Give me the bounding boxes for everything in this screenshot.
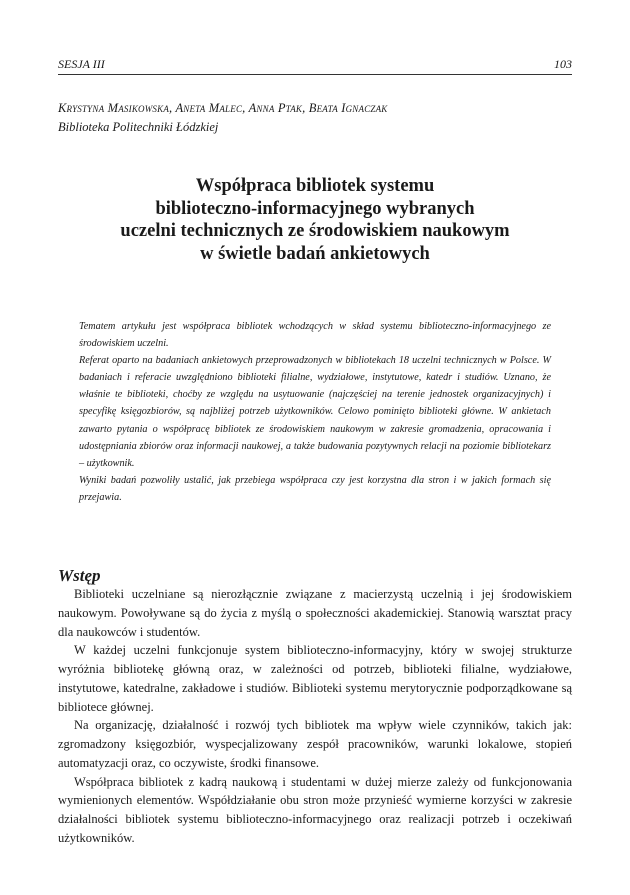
author-affiliation: Biblioteka Politechniki Łódzkiej bbox=[58, 120, 219, 134]
abstract-paragraph: Referat oparto na badaniach ankietowych przeprowadzonych w bibliotekach 18 uczelni technicznych w Polsce. W badaniach i referacie uwzględniono biblioteki filialne, wydziałowe, instytutowe, katedr i studiów. Uznano, że właśnie te biblioteki, choćby ze względu na usytuowanie (najczęściej na terenie jednostek organizacyjnych) i specyfikę księgozbiorów, są najbliżej potrzeb użytkowników. Celowo pominięto biblioteki główne. W ankietach zawarto pytania o współpracę bibliotek ze środowiskiem naukowym w zakresie gromadzenia, opracowania i udostępniania zbiorów oraz informacji naukowej, a także budowania pozytywnych relacji na poziomie bibliotekarz – użytkownik. bbox=[79, 355, 551, 469]
author-names: Krystyna Masikowska, Aneta Malec, Anna Ptak, Beata Ignaczak bbox=[58, 101, 388, 115]
header-section-label: SESJA III bbox=[58, 57, 105, 71]
body-paragraph: Na organizację, działalność i rozwój tych bibliotek ma wpływ wiele czynników, takich jak: zgromadzony księgozbiór, wyspecjalizowany zespół pracowników, warunki lokalowe, stopień automatyzacji oraz, co oczywiste, środki finansowe. bbox=[58, 718, 572, 770]
body-paragraph: Współpraca bibliotek z kadrą naukową i studentami w dużej mierze zależy od funkcjonowania wymienionych elementów. Współdziałanie obu stron może przynieść wymierne korzyści w zakresie działalności bibliotek systemu biblioteczno-informacyjnego oraz realizacji potrzeb i oczekiwań użytkowników. bbox=[58, 774, 572, 845]
abstract bbox=[79, 318, 551, 506]
title-line: biblioteczno-informacyjnego wybranych bbox=[155, 198, 475, 219]
article-title bbox=[58, 175, 572, 265]
body-paragraph: Biblioteki uczelniane są nierozłącznie związane z macierzystą uczelnią i jej środowiskiem naukowym. Powoływane są do życia z myślą o społeczności akademickiej. Stanowią warsztat pracy dla naukowców i studentów. bbox=[58, 587, 572, 639]
header-rule bbox=[58, 74, 572, 75]
abstract-paragraph: Wyniki badań pozwoliły ustalić, jak przebiega współpraca czy jest korzystna dla stron i w jakich formach się przejawia. bbox=[79, 474, 551, 503]
abstract-paragraph: Tematem artykułu jest współpraca bibliotek wchodzących w skład systemu biblioteczno-informacyjnego ze środowiskiem uczelni. bbox=[79, 321, 551, 350]
header-page-number: 103 bbox=[554, 57, 572, 71]
title-line: w świetle badań ankietowych bbox=[200, 243, 430, 264]
title-line: uczelni technicznych ze środowiskiem naukowym bbox=[120, 221, 510, 241]
section-heading: Wstęp bbox=[58, 566, 101, 585]
title-line: Współpraca bibliotek systemu bbox=[195, 176, 435, 196]
body-text bbox=[58, 585, 572, 848]
body-paragraph: W każdej uczelni funkcjonuje system biblioteczno-informacyjny, który w swojej strukturze wyróżnia bibliotekę główną oraz, w zależności od potrzeb, biblioteki filialne, wydziałowe, instytutowe, katedralne, zakładowe i studiów. Biblioteki systemu merytorycznie podporządkowane są bibliotece głównej. bbox=[58, 643, 572, 714]
author-block bbox=[58, 99, 572, 137]
running-header bbox=[58, 57, 572, 73]
